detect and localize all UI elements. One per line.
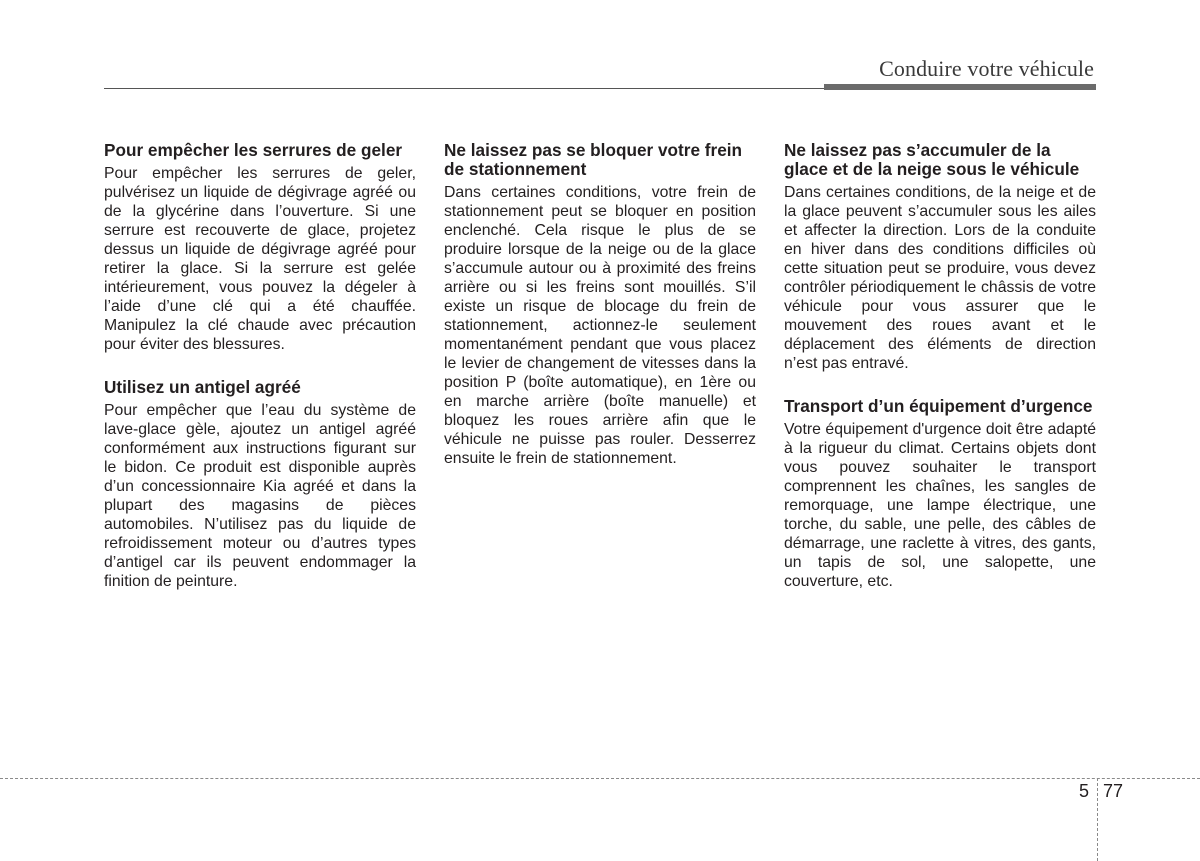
section-body: Dans certaines conditions, votre frein de stationnement peut se bloquer en position enclenché. Cela risque le plus de se produire lorsque de la neige ou de la glace s’accumule autour ou à proximité des freins arrière ou si les freins sont mouillés. S’il existe un risque de blocage du frein de stationnement, actionnez-le seulement momentanément pendant que vous placez le levier de changement de vitesses dans la position P (boîte automatique), en 1ère ou en marche arrière (boîte manuelle) et bloquez les roues arrière afin que le véhicule ne puisse pas rouler. Desserrez ensuite le frein de stationnement.	[444, 184, 756, 467]
page-number: 77	[1103, 781, 1124, 801]
section-body: Pour empêcher les serrures de geler, pulvérisez un liquide de dégivrage agréé ou de la glycérine dans l’ouverture. Si une serrure est recouverte de glace, projetez dessus un liquide de dégivrage agréé pour retirer la glace. Si la serrure est gelée intérieurement, vous pouvez la dégeler à l’aide d’une clé qui a été chauffée. Manipulez la clé chaude avec précaution pour éviter des blessures.	[104, 165, 416, 353]
column-1	[104, 141, 416, 615]
section-emergency-equipment	[784, 397, 1096, 591]
section-parking-brake	[444, 141, 756, 468]
header-rule-accent	[824, 84, 1096, 90]
section-body: Votre équipement d'urgence doit être adapté à la rigueur du climat. Certains objets dont vous pouvez souhaiter le transport comprennent les chaînes, les sangles de remorquage, une lampe électrique, une torche, du sable, une pelle, des câbles de démarrage, une raclette à vitres, des gants, un tapis de sol, une salopette, une couverture, etc.	[784, 421, 1096, 590]
footer-divider	[0, 778, 1200, 779]
column-2	[444, 141, 756, 492]
section-body: Dans certaines conditions, de la neige et de la glace peuvent s’accumuler sous les ailes et affecter la direction. Lors de la conduite en hiver dans des conditions difficiles où cette situation peut se produire, vous devez contrôler périodiquement le châssis de votre véhicule pour vous assurer que le mouvement des roues avant et le déplacement des éléments de direction n’est pas entravé.	[784, 184, 1096, 372]
section-ice-under-vehicle	[784, 141, 1096, 373]
section-heading: Ne laissez pas s’accumuler de la glace et de la neige sous le véhicule	[784, 140, 1080, 179]
section-body: Pour empêcher que l’eau du système de lave-glace gèle, ajoutez un antigel agréé conformément aux instructions figurant sur le bidon. Ce produit est disponible auprès d’un concessionnaire Kia agréé et dans la plupart des magasins de pièces automobiles. N’utilisez pas du liquide de refroidissement moteur ou d’autres types d’antigel car ils peuvent endommager la finition de peinture.	[104, 402, 416, 590]
section-antifreeze	[104, 378, 416, 591]
section-heading: Ne laissez pas se bloquer votre frein de stationnement	[444, 140, 743, 179]
chapter-number: 5	[1079, 781, 1090, 801]
section-heading: Transport d’un équipement d’urgence	[784, 396, 1093, 416]
column-3	[784, 141, 1096, 615]
section-heading: Pour empêcher les serrures de geler	[104, 140, 403, 160]
footer-page-separator	[1097, 778, 1098, 861]
chapter-title: Conduire votre véhicule	[879, 56, 1094, 81]
section-lock-freeze	[104, 141, 416, 354]
section-heading: Utilisez un antigel agréé	[104, 377, 301, 397]
